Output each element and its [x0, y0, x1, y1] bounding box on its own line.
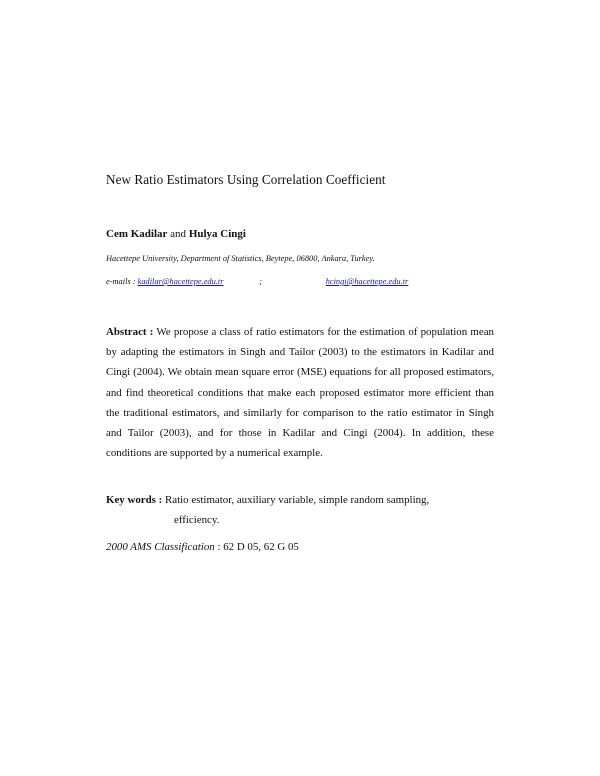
- ams-codes: 62 D 05, 62 G 05: [223, 541, 299, 553]
- email-label: e-mails :: [106, 277, 136, 286]
- author-name: Hulya Cingi: [188, 228, 246, 240]
- abstract-text: We propose a class of ratio estimators for the estimation of population mean by adapting the estimators in Singh and Tailor (2003) to the estimators in Kadilar and Cingi (2004). We obtain mean square error (MSE) equations for all proposed estimators, and find theoretical conditions that make each proposed estimator more efficient than the traditional estimators, and similarly for comparison to the ratio estimator in Singh and Tailor (2003), and for those in Kadilar and Cingi (2004). In addition, these conditions are supported by a numerical example.: [106, 326, 494, 460]
- email-separator: ;: [259, 277, 262, 286]
- keywords-text-continued: efficiency.: [174, 514, 220, 527]
- keywords: [106, 490, 506, 530]
- email-link[interactable]: kadilar@hacettepe.edu.tr: [137, 277, 224, 286]
- paper-title: New Ratio Estimators Using Correlation Coefficient: [106, 172, 386, 187]
- affiliation: Hacettepe University, Department of Statistics, Beytepe, 06800, Ankara, Turkey.: [106, 254, 375, 263]
- ams-label: 2000 AMS Classification: [106, 541, 215, 553]
- keywords-label: Key words :: [106, 494, 163, 506]
- abstract-label: Abstract :: [106, 326, 154, 338]
- abstract: [106, 322, 494, 463]
- keywords-text: Ratio estimator, auxiliary variable, simple random sampling,: [165, 494, 430, 506]
- author-name: Cem Kadilar: [106, 228, 168, 240]
- ams-separator: :: [217, 541, 221, 553]
- email-line: [106, 277, 408, 286]
- author-line: [106, 228, 246, 240]
- ams-classification: [106, 541, 299, 553]
- email-link[interactable]: hcingi@hacettepe.edu.tr: [325, 277, 409, 286]
- author-conjunction: and: [170, 228, 187, 240]
